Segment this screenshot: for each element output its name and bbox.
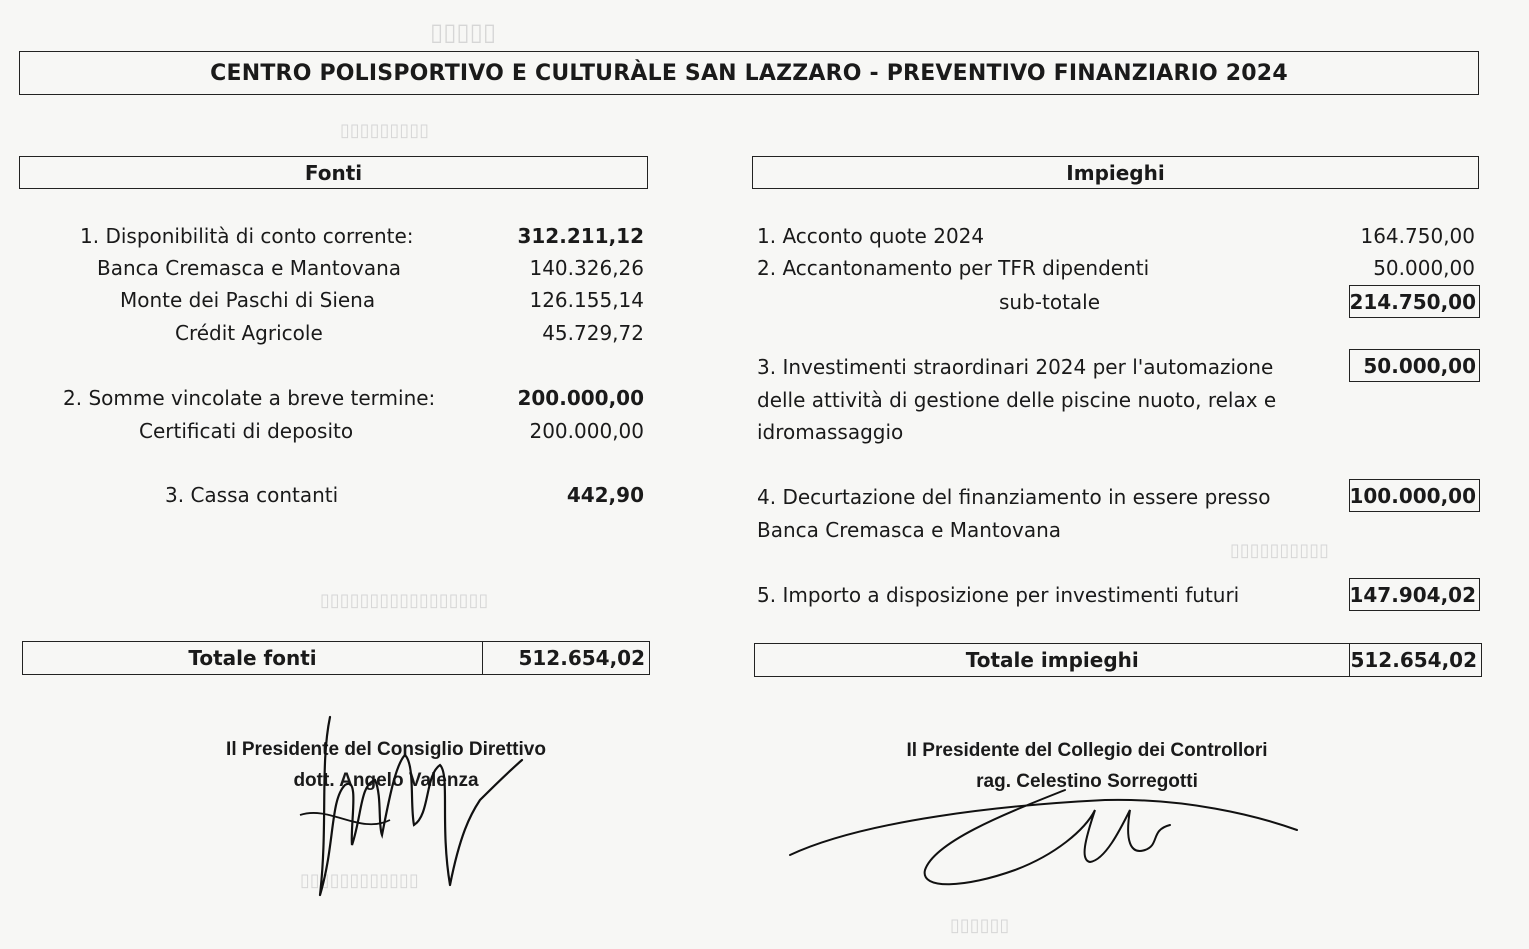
document-title: CENTRO POLISPORTIVO E CULTURÀLE SAN LAZZARO - PREVENTIVO FINANZIARIO 2024 — [19, 51, 1479, 95]
fonti-item-amount: 140.326,26 — [529, 256, 644, 280]
left-handwritten-signature — [290, 705, 530, 900]
impieghi-item-label: idromassaggio — [757, 420, 904, 444]
right-handwritten-signature — [785, 770, 1305, 895]
fonti-item-amount: 200.000,00 — [517, 386, 644, 410]
bleed-through-mark: ▯▯▯▯▯▯▯▯▯ — [340, 120, 430, 141]
impieghi-item-amount: 164.750,00 — [1360, 224, 1475, 248]
totale-impieghi-row — [754, 643, 1482, 677]
fonti-item-amount: 126.155,14 — [529, 288, 644, 312]
impieghi-item-amount: 50.000,00 — [1349, 349, 1480, 382]
impieghi-item-amount: 50.000,00 — [1373, 256, 1475, 280]
totale-fonti-label: Totale fonti — [23, 642, 483, 674]
impieghi-item-amount: 100.000,00 — [1349, 479, 1480, 512]
bleed-through-mark: ▯▯▯▯▯▯▯▯▯▯▯▯▯▯▯▯▯ — [320, 590, 489, 611]
impieghi-item-label: 2. Accantonamento per TFR dipendenti — [757, 256, 1150, 280]
fonti-item-label: Crédit Agricole — [175, 321, 323, 345]
subtotal-label: sub-totale — [999, 290, 1101, 314]
left-signatory-name: dott. Angelo Valenza — [293, 770, 479, 791]
totale-fonti-row — [22, 641, 650, 675]
impieghi-item-amount: 147.904,02 — [1349, 578, 1480, 611]
fonti-item-amount: 45.729,72 — [542, 321, 644, 345]
impieghi-item-label: 4. Decurtazione del finanziamento in essere presso — [757, 485, 1271, 509]
fonti-item-label: 1. Disponibilità di conto corrente: — [80, 224, 414, 248]
bleed-through-mark: ▯▯▯▯▯▯▯▯▯▯ — [1230, 540, 1330, 561]
impieghi-item-label: delle attività di gestione delle piscine nuoto, relax e — [757, 388, 1277, 412]
fonti-item-amount: 200.000,00 — [529, 419, 644, 443]
impieghi-item-label: 1. Acconto quote 2024 — [757, 224, 985, 248]
totale-impieghi-label: Totale impieghi — [755, 644, 1350, 676]
totale-impieghi-value: 512.654,02 — [1350, 648, 1477, 672]
fonti-item-label: 2. Somme vincolate a breve termine: — [63, 386, 436, 410]
fonti-item-label: Certificati di deposito — [139, 419, 354, 443]
left-signatory-role: Il Presidente del Consiglio Direttivo — [226, 739, 546, 760]
right-signatory-name: rag. Celestino Sorregotti — [976, 771, 1198, 792]
bleed-through-mark: ▯▯▯▯▯▯▯▯▯▯▯▯ — [300, 870, 419, 891]
impieghi-item-label: 3. Investimenti straordinari 2024 per l'automazione — [757, 355, 1274, 379]
fonti-item-amount: 442,90 — [566, 483, 644, 507]
fonti-item-label: Banca Cremasca e Mantovana — [97, 256, 402, 280]
totale-fonti-value: 512.654,02 — [518, 646, 645, 670]
fonti-header: Fonti — [19, 156, 648, 189]
bleed-through-mark: ▯▯▯▯▯ — [430, 18, 497, 46]
right-signatory-role: Il Presidente del Collegio dei Controllori — [906, 740, 1268, 761]
impieghi-item-label: 5. Importo a disposizione per investimenti futuri — [757, 583, 1240, 607]
subtotal-amount: 214.750,00 — [1349, 285, 1480, 318]
fonti-item-amount: 312.211,12 — [517, 224, 644, 248]
impieghi-item-label: Banca Cremasca e Mantovana — [757, 518, 1062, 542]
fonti-item-label: Monte dei Paschi di Siena — [120, 288, 376, 312]
fonti-item-label: 3. Cassa contanti — [165, 483, 339, 507]
impieghi-header: Impieghi — [752, 156, 1479, 189]
bleed-through-mark: ▯▯▯▯▯▯ — [950, 915, 1010, 936]
